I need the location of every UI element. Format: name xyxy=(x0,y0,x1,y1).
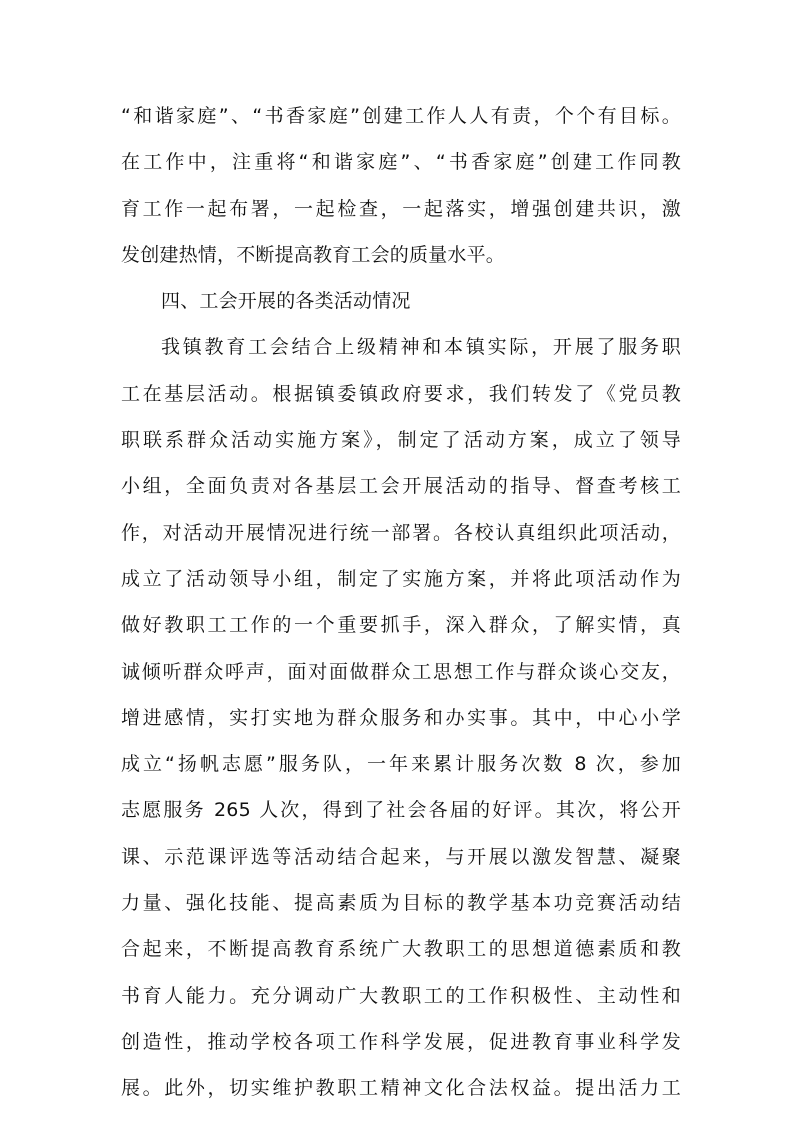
text-line: 做好教职工工作的一个重要抓手，深入群众，了解实情，真 xyxy=(121,614,681,637)
section-heading: 四、工会开展的各类活动情况 xyxy=(161,290,411,313)
text-line: 志愿服务 265 人次，得到了社会各届的好评。其次，将公开 xyxy=(121,799,681,822)
text-line: 力量、强化技能、提高素质为目标的教学基本功竞赛活动结 xyxy=(121,892,681,915)
text-line: 成立“扬帆志愿”服务队，一年来累计服务次数 8 次，参加 xyxy=(121,753,681,776)
text-line: 职联系群众活动实施方案》，制定了活动方案，成立了领导 xyxy=(121,429,681,452)
text-line: 我镇教育工会结合上级精神和本镇实际，开展了服务职 xyxy=(161,336,681,359)
text-line: 发创建热情，不断提高教育工会的质量水平。 xyxy=(121,243,506,266)
text-line: 合起来，不断提高教育系统广大教职工的思想道德素质和教 xyxy=(121,938,681,961)
text-line: 在工作中，注重将“和谐家庭”、“书香家庭”创建工作同教 xyxy=(121,151,681,174)
document-body xyxy=(121,93,681,1112)
text-line: 诚倾听群众呼声，面对面做群众工思想工作与群众谈心交友， xyxy=(121,660,681,683)
text-line: 展。此外，切实维护教职工精神文化合法权益。提出活力工 xyxy=(121,1077,681,1100)
text-line: “和谐家庭”、“书香家庭”创建工作人人有责，个个有目标。 xyxy=(121,105,681,127)
text-line: 小组，全面负责对各基层工会开展活动的指导、督查考核工 xyxy=(121,475,681,498)
text-line: 作，对活动开展情况进行统一部署。各校认真组织此项活动， xyxy=(121,521,681,544)
text-line: 育工作一起布署，一起检查，一起落实，增强创建共识，激 xyxy=(121,197,681,220)
text-line: 增进感情，实打实地为群众服务和办实事。其中，中心小学 xyxy=(121,706,681,729)
text-line: 工在基层活动。根据镇委镇政府要求，我们转发了《党员教 xyxy=(121,382,681,405)
text-line: 创造性，推动学校各项工作科学发展，促进教育事业科学发 xyxy=(121,1030,681,1053)
text-line: 课、示范课评选等活动结合起来，与开展以激发智慧、凝聚 xyxy=(121,845,681,868)
text-line: 成立了活动领导小组，制定了实施方案，并将此项活动作为 xyxy=(121,567,681,590)
text-line: 书育人能力。充分调动广大教职工的工作积极性、主动性和 xyxy=(121,984,681,1007)
